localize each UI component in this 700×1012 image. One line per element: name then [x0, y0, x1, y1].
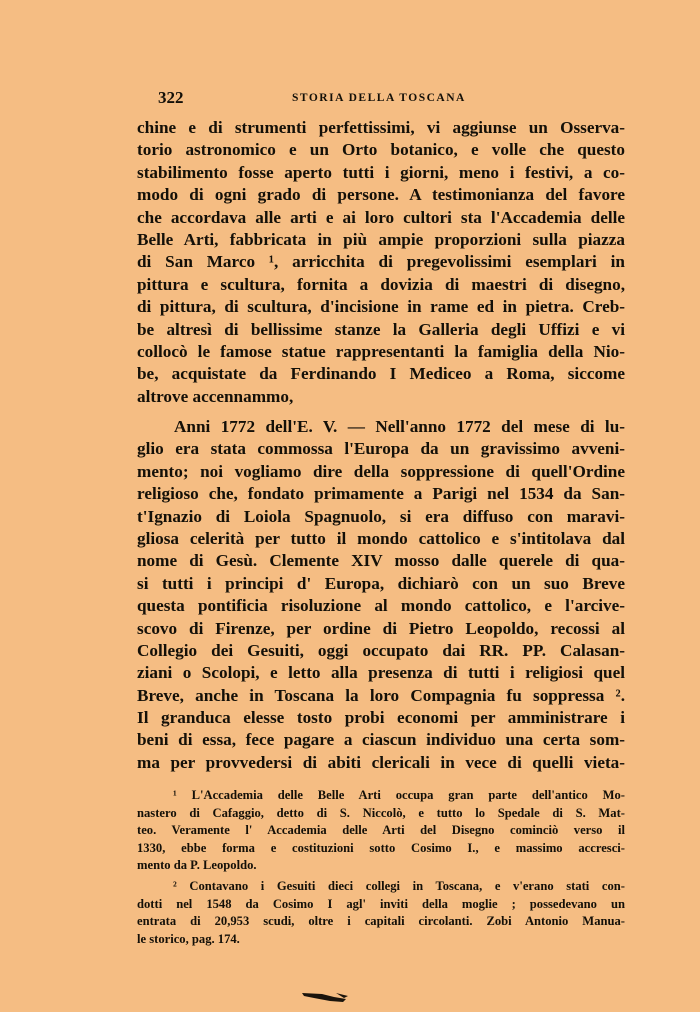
text-line: stabilimento fosse aperto tutti i giorni, meno i festivi, a co-: [137, 162, 625, 182]
running-head: STORIA DELLA TOSCANA: [292, 92, 466, 104]
text-line: modo di ogni grado di persone. A testimonianza del favore: [137, 185, 625, 205]
text-line: altrove accennammo,: [137, 386, 294, 406]
page-header: [158, 88, 626, 114]
text-line: torio astronomico e un Orto botanico, e volle che questo: [137, 140, 625, 160]
text-line: gliosa celerità per tutto il mondo cattolico e s'intitolava dal: [137, 528, 625, 548]
text-line: collocò le famose statue rappresentanti la famiglia della Nio-: [137, 341, 625, 361]
footnote-line: mento da P. Leopoldo.: [137, 858, 257, 873]
body-paragraph-2: [137, 416, 625, 774]
text-line: questa pontificia risoluzione al mondo cattolico, e l'arcive-: [137, 596, 625, 616]
page-number: 322: [158, 88, 184, 107]
text-line: religioso che, fondato primamente a Parigi nel 1534 da San-: [137, 484, 625, 504]
footnote-line: le storico, pag. 174.: [137, 931, 240, 946]
text-line: chine e di strumenti perfettissimi, vi aggiunse un Osserva-: [137, 118, 625, 137]
text-line: Breve, anche in Toscana la loro Compagnia fu soppressa ².: [137, 685, 625, 705]
text-line: be, acquistate da Ferdinando I Mediceo a Roma, siccome: [137, 364, 625, 384]
text-line: che accordava alle arti e ai loro cultori sta l'Accademia delle: [137, 207, 625, 227]
text-line: di San Marco ¹, arricchita di pregevolissimi esemplari in: [137, 252, 625, 272]
body-paragraph-1: [137, 117, 625, 408]
text-line: Anni 1772 dell'E. V. — Nell'anno 1772 del mese di lu-: [174, 417, 625, 436]
text-line: beni di essa, fece pagare a ciascun individuo una certa som-: [137, 730, 625, 750]
footnote-line: entrata di 20,953 scudi, oltre i capitali circolanti. Zobi Antonio Manua-: [137, 914, 625, 929]
footnote-1: [137, 787, 625, 875]
text-line: be altresì di bellissime stanze la Galleria degli Uffizi e vi: [137, 319, 625, 339]
text-line: Collegio dei Gesuiti, oggi occupato dai RR. PP. Calasan-: [137, 640, 625, 660]
footnote-line: 1330, ebbe forma e costituzioni sotto Cosimo I., e massimo accresci-: [137, 840, 625, 855]
footnote-line: dotti nel 1548 da Cosimo I agl' inviti della moglie ; possedevano un: [137, 896, 625, 911]
text-line: ziani o Scolopi, e letto alla presenza di tutti i religiosi quel: [137, 663, 625, 683]
footnote-line: nastero di Cafaggio, detto di S. Niccolò, e tutto lo Spedale di S. Mat-: [137, 805, 625, 820]
text-line: Il granduca elesse tosto probi economi per amministrare i: [137, 708, 625, 728]
footnote-line: ² Contavano i Gesuiti dieci collegi in Toscana, e v'erano stati con-: [173, 878, 625, 893]
text-line: di pittura, di scultura, d'incisione in rame ed in pietra. Creb-: [137, 297, 625, 317]
text-line: nome di Gesù. Clemente XIV mosso dalle querele di qua-: [137, 551, 625, 571]
text-line: t'Ignazio di Loiola Spagnuolo, si era diffuso con maravi-: [137, 506, 625, 526]
text-line: pittura e scultura, fornita a dovizia di maestri di disegno,: [137, 274, 625, 294]
text-line: Belle Arti, fabbricata in più ampie proporzioni sulla piazza: [137, 229, 625, 249]
text-line: mento; noi vogliamo dire della soppressione di quell'Ordine: [137, 461, 625, 481]
text-line: ma per provvedersi di abiti clericali in vece di quelli vieta-: [137, 752, 625, 772]
text-line: glio era stata commossa l'Europa da un gravissimo avveni-: [137, 439, 625, 459]
printer-mark-icon: [300, 990, 360, 1004]
footnotes: [137, 787, 625, 948]
footnote-line: ¹ L'Accademia delle Belle Arti occupa gran parte dell'antico Mo-: [173, 788, 625, 802]
footnote-2: [137, 878, 625, 948]
text-line: si tutti i principi d' Europa, dichiarò con un suo Breve: [137, 573, 625, 593]
text-line: scovo di Firenze, per ordine di Pietro Leopoldo, recossi al: [137, 618, 625, 638]
footnote-line: teo. Veramente l' Accademia delle Arti del Disegno cominciò verso il: [137, 823, 625, 838]
